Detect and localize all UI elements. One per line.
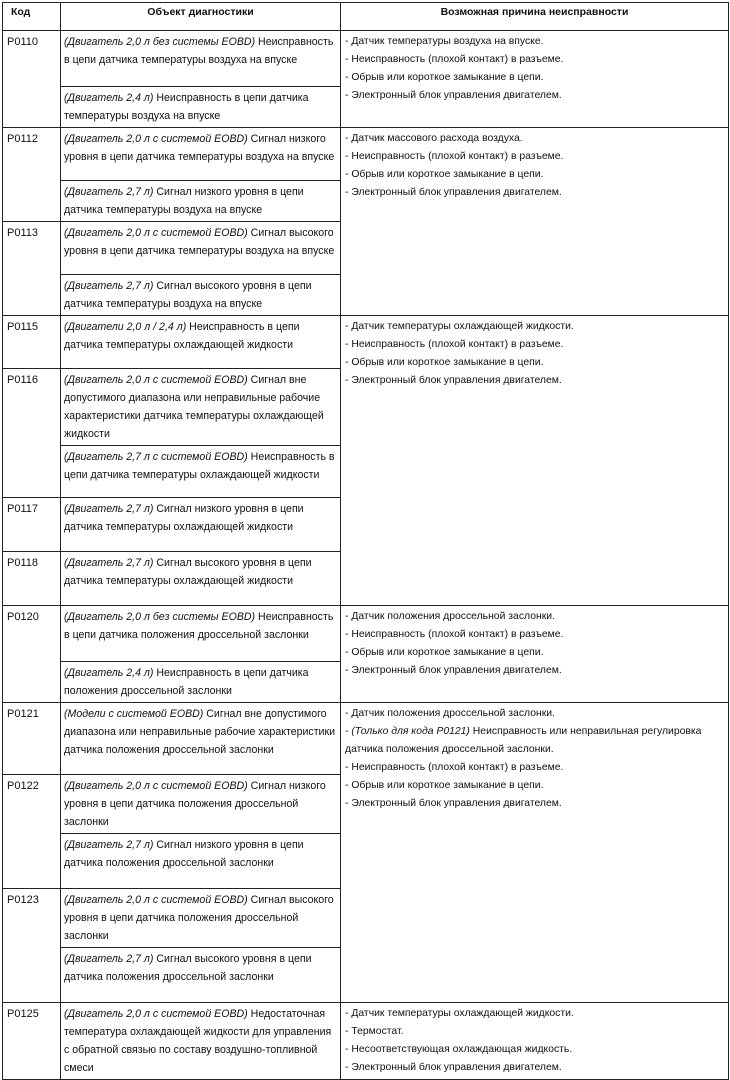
cause-item [345,608,725,626]
object-description: Неисправность в цепи датчика температуры воздуха на впуске [64,92,309,122]
object-description: Неисправность в цепи датчика температуры охлаждающей жидкости [64,321,300,351]
diagnostic-object [61,128,341,181]
cause-text: - Неисправность (плохой контакт) в разъеме. [345,339,564,350]
cause-item [345,336,725,354]
diagnostic-object [61,662,341,703]
object-description: Сигнал низкого уровня в цепи датчика температуры воздуха на впуске [64,186,304,216]
cause-item [345,372,725,390]
cause-text: - Неисправность (плохой контакт) в разъеме. [345,629,564,640]
header-object: Объект диагностики [61,3,341,31]
cause-item [345,130,725,148]
engine-condition: (Двигатель 2,7 л) [64,186,154,198]
diagnostic-object [61,87,341,128]
object-description: Сигнал низкого уровня в цепи датчика положения дроссельной заслонки [64,839,304,869]
object-description: Сигнал высокого уровня в цепи датчика положения дроссельной заслонки [64,894,334,942]
cause-item [345,1023,725,1041]
diagnostic-object [61,222,341,275]
cause-text: - Датчик температуры охлаждающей жидкости. [345,1008,574,1019]
engine-condition: (Двигатель 2,7 л) [64,953,154,965]
possible-causes [341,128,729,316]
engine-condition: (Двигатель 2,0 л без системы EOBD) [64,611,256,623]
cause-item [345,644,725,662]
object-description: Сигнал вне допустимого диапазона или неправильные рабочие характеристики датчика температуры охлаждающей жидкости [64,374,324,440]
engine-condition: (Двигатель 2,7 л) [64,503,154,515]
header-code: Код [3,3,61,31]
object-description: Сигнал вне допустимого диапазона или неправильные рабочие характеристики датчика положения дроссельной заслонки [64,708,336,756]
diagnostic-object [61,606,341,662]
possible-causes [341,606,729,703]
engine-condition: (Двигатель 2,0 л с системой EOBD) [64,1008,248,1020]
object-description: Сигнал высокого уровня в цепи датчика температуры воздуха на впуске [64,227,335,257]
cause-text: - Электронный блок управления двигателем. [345,375,562,386]
cause-text: - Датчик положения дроссельной заслонки. [345,708,555,719]
table-row [3,316,729,369]
cause-item [345,184,725,202]
engine-condition: (Двигатель 2,7 л) [64,280,154,292]
object-description: Сигнал высокого уровня в цепи датчика температуры охлаждающей жидкости [64,557,312,587]
diagnostic-object [61,552,341,606]
table-row [3,31,729,87]
diagnostic-object [61,369,341,446]
cause-item [345,148,725,166]
engine-condition: (Двигатель 2,0 л с системой EOBD) [64,780,248,792]
diagnostic-object [61,889,341,948]
engine-condition: (Модели с системой EOBD) [64,708,204,720]
object-description: Неисправность в цепи датчика температуры охлаждающей жидкости [64,451,335,481]
fault-code: P0121 [3,703,61,775]
cause-item [345,723,725,759]
engine-condition: (Двигатель 2,0 л с системой EOBD) [64,894,248,906]
object-description: Сигнал низкого уровня в цепи датчика положения дроссельной заслонки [64,780,326,828]
engine-condition: (Двигатель 2,0 л с системой EOBD) [64,133,248,145]
object-description: Неисправность в цепи датчика положения дроссельной заслонки [64,611,334,641]
fault-code: P0125 [3,1003,61,1080]
cause-text: - Обрыв или короткое замыкание в цепи. [345,780,544,791]
header-cause: Возможная причина неисправности [341,3,729,31]
cause-text: - Электронный блок управления двигателем. [345,798,562,809]
fault-code: P0122 [3,775,61,889]
object-description: Неисправность в цепи датчика температуры воздуха на впуске [64,36,334,66]
cause-item [345,795,725,813]
fault-code: P0110 [3,31,61,128]
diagnostic-object [61,703,341,775]
cause-text: - Неисправность (плохой контакт) в разъеме. [345,762,564,773]
diagnostic-object [61,775,341,834]
engine-condition: (Двигатель 2,0 л без системы EOBD) [64,36,256,48]
cause-text: - Неисправность (плохой контакт) в разъеме. [345,151,564,162]
cause-item [345,705,725,723]
cause-text: - Обрыв или короткое замыкание в цепи. [345,357,544,368]
cause-item [345,354,725,372]
cause-item [345,69,725,87]
diagnostic-object [61,181,341,222]
cause-text: - Датчик массового расхода воздуха. [345,133,523,144]
object-description: Сигнал высокого уровня в цепи датчика положения дроссельной заслонки [64,953,312,983]
table-row [3,128,729,181]
cause-text: - Электронный блок управления двигателем. [345,665,562,676]
fault-code: P0117 [3,498,61,552]
cause-item [345,51,725,69]
engine-condition: (Двигатель 2,0 л с системой EOBD) [64,374,248,386]
diagnostic-object [61,948,341,1003]
fault-code: P0120 [3,606,61,703]
fault-code: P0113 [3,222,61,316]
cause-item [345,662,725,680]
cause-item [345,87,725,105]
cause-text: - Датчик положения дроссельной заслонки. [345,611,555,622]
object-description: Недостаточная температура охлаждающей жидкости для управления с обратной связью по составу воздушно-топливной смеси [64,1008,332,1074]
fault-code: P0116 [3,369,61,498]
cause-text: - Датчик температуры охлаждающей жидкости. [345,321,574,332]
table-row [3,606,729,662]
table-row [3,1003,729,1080]
table-header-row [3,3,729,31]
object-description: Неисправность в цепи датчика положения дроссельной заслонки [64,667,309,697]
diagnostic-object [61,498,341,552]
cause-item [345,759,725,777]
object-description: Сигнал высокого уровня в цепи датчика температуры воздуха на впуске [64,280,312,310]
fault-code: P0112 [3,128,61,222]
cause-item [345,1041,725,1059]
engine-condition: (Двигатель 2,7 л) [64,839,154,851]
cause-text: - Обрыв или короткое замыкание в цепи. [345,647,544,658]
cause-item [345,1005,725,1023]
cause-item [345,777,725,795]
diagnostic-object [61,275,341,316]
engine-condition: (Двигатель 2,4 л) [64,667,154,679]
cause-text: Неисправность или неправильная регулировка датчика положения дроссельной заслонки. [345,726,702,755]
object-description: Сигнал низкого уровня в цепи датчика температуры воздуха на впуске [64,133,335,163]
possible-causes [341,703,729,1003]
cause-text: - Термостат. [345,1026,404,1037]
diagnostic-object [61,446,341,498]
engine-condition: (Двигатель 2,0 л с системой EOBD) [64,227,248,239]
cause-text: - Несоответствующая охлаждающая жидкость. [345,1044,573,1055]
cause-condition: - (Только для кода P0121) [345,726,470,737]
cause-text: - Обрыв или короткое замыкание в цепи. [345,72,544,83]
diagnostic-table [2,2,729,1080]
cause-item [345,626,725,644]
cause-item [345,166,725,184]
fault-code: P0115 [3,316,61,369]
fault-code: P0123 [3,889,61,1003]
cause-item [345,33,725,51]
cause-text: - Неисправность (плохой контакт) в разъеме. [345,54,564,65]
diagnostic-object [61,316,341,369]
diagnostic-object [61,834,341,889]
possible-causes [341,31,729,128]
object-description: Сигнал низкого уровня в цепи датчика температуры охлаждающей жидкости [64,503,304,533]
cause-item [345,318,725,336]
possible-causes [341,316,729,606]
possible-causes [341,1003,729,1080]
cause-item [345,1059,725,1077]
table-body [3,31,729,1080]
engine-condition: (Двигатель 2,7 л с системой EOBD) [64,451,248,463]
diagnostic-object [61,1003,341,1080]
engine-condition: (Двигатели 2,0 л / 2,4 л) [64,321,187,333]
engine-condition: (Двигатель 2,4 л) [64,92,154,104]
cause-text: - Электронный блок управления двигателем. [345,1062,562,1073]
engine-condition: (Двигатель 2,7 л) [64,557,154,569]
fault-code: P0118 [3,552,61,606]
cause-text: - Электронный блок управления двигателем. [345,90,562,101]
table-row [3,703,729,775]
diagnostic-object [61,31,341,87]
cause-text: - Датчик температуры воздуха на впуске. [345,36,544,47]
cause-text: - Электронный блок управления двигателем. [345,187,562,198]
cause-text: - Обрыв или короткое замыкание в цепи. [345,169,544,180]
